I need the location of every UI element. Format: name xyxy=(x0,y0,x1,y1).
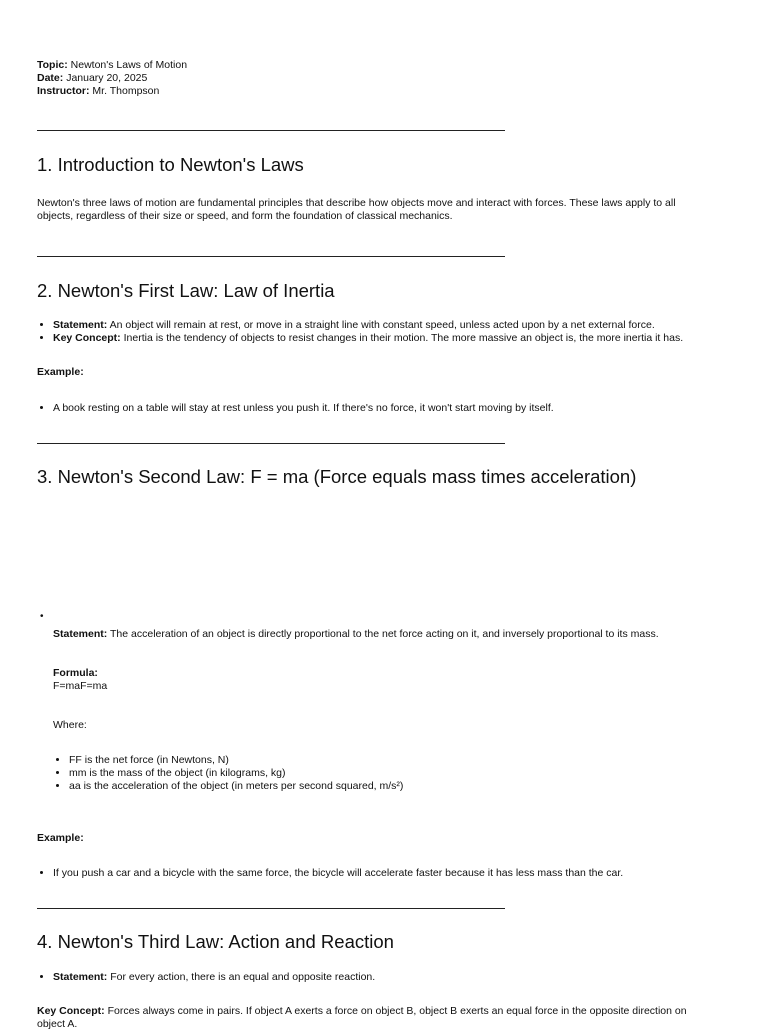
bullet-marker: • xyxy=(40,611,44,622)
section-divider xyxy=(37,130,505,131)
section-divider xyxy=(37,256,505,257)
list-item: • A book resting on a table will stay at rest unless you push it. If there's no force, it won't start moving by itself. xyxy=(53,402,554,415)
list-item: • Statement: An object will remain at rest, or move in a straight line with constant speed, unless acted upon by a net external force. xyxy=(53,319,683,332)
list-item: • If you push a car and a bicycle with the same force, the bicycle will accelerate faster because it has less mass than the car. xyxy=(53,867,623,880)
second-law-example xyxy=(37,867,623,880)
third-law-concept: Key Concept: Forces always come in pairs. If object A exerts a force on object B, object B exerts an equal force in the opposite direction on object A. xyxy=(37,1005,687,1030)
date-line: Date: January 20, 2025 xyxy=(37,72,148,84)
topic-line: Topic: Newton's Laws of Motion xyxy=(37,59,188,71)
section-2-heading: 2. Newton's First Law: Law of Inertia xyxy=(37,280,335,301)
topic-value: Newton's Laws of Motion xyxy=(70,59,188,71)
list-item: • Statement: For every action, there is an equal and opposite reaction. xyxy=(53,971,375,984)
section-1-paragraph: Newton's three laws of motion are fundamental principles that describe how objects move and interact with forces. These laws apply to all objects, regardless of their size or speed, and form the foundation of classical mechanics. xyxy=(37,197,676,222)
variable-list xyxy=(53,754,403,793)
section-3-heading: 3. Newton's Second Law: F = ma (Force equals mass times acceleration) xyxy=(37,466,637,487)
list-item: • Key Concept: Inertia is the tendency of objects to resist changes in their motion. The more massive an object is, the more inertia it has. xyxy=(53,332,683,345)
list-item: • aa is the acceleration of the object (in meters per second squared, m/s²) xyxy=(69,780,403,793)
instructor-line: Instructor: Mr. Thompson xyxy=(37,85,160,97)
first-law-points xyxy=(37,319,683,345)
list-item: • mm is the mass of the object (in kilograms, kg) xyxy=(69,767,403,780)
list-item: • FF is the net force (in Newtons, N) xyxy=(69,754,403,767)
lesson-meta xyxy=(37,59,187,98)
section-divider xyxy=(37,443,505,444)
second-law-statement: Statement: The acceleration of an object is directly proportional to the net force acting on it, and inversely proportional to its mass. xyxy=(53,628,659,640)
example-label: Example: xyxy=(37,832,84,844)
date-value: January 20, 2025 xyxy=(66,72,148,84)
section-divider xyxy=(37,908,505,909)
where-label: Where: xyxy=(53,719,87,731)
instructor-value: Mr. Thompson xyxy=(92,85,160,97)
section-1-heading: 1. Introduction to Newton's Laws xyxy=(37,154,304,175)
formula-text: F=maF=ma xyxy=(53,680,108,692)
first-law-example xyxy=(37,402,554,415)
formula-block: Formula: F=maF=ma xyxy=(53,667,108,692)
example-label: Example: xyxy=(37,366,84,378)
section-4-heading: 4. Newton's Third Law: Action and Reaction xyxy=(37,931,394,952)
third-law-points xyxy=(37,971,375,984)
